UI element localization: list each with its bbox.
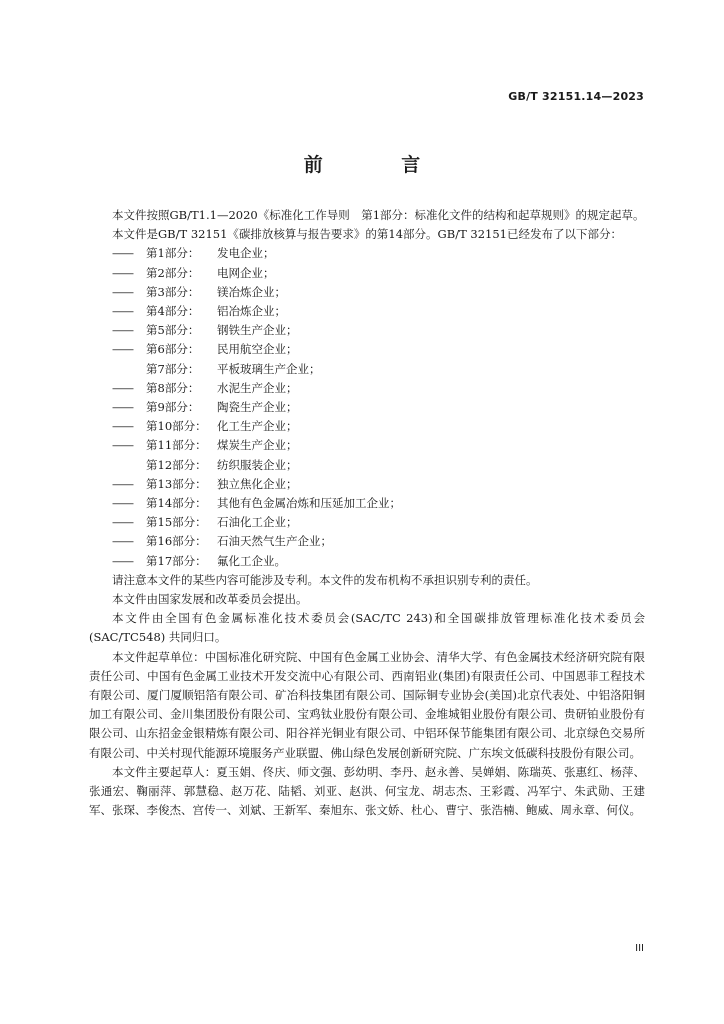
list-item-label: 第10部分： bbox=[146, 419, 207, 434]
list-item-text: 其他有色金属冶炼和压延加工企业； bbox=[217, 496, 401, 511]
list-item bbox=[89, 417, 645, 436]
list-dash: —— bbox=[112, 284, 133, 299]
paragraph: 本文件按照GB/T1.1—2020《标准化工作导则 第1部分：标准化文件的结构和起草规则》的规定起草。 bbox=[112, 208, 645, 222]
list-item-text: 氟化工企业。 bbox=[217, 553, 286, 568]
list-dash: —— bbox=[112, 246, 133, 261]
list-item bbox=[89, 494, 645, 513]
list-item-text: 化工生产企业； bbox=[217, 419, 298, 434]
list-item-label: 第6部分： bbox=[146, 342, 200, 357]
list-item bbox=[89, 244, 645, 263]
list-item bbox=[89, 532, 645, 551]
list-dash: —— bbox=[112, 515, 133, 530]
paragraph: 请注意本文件的某些内容可能涉及专利。本文件的发布机构不承担识别专利的责任。 bbox=[112, 572, 538, 587]
list-dash: —— bbox=[112, 534, 133, 549]
list-item-label: 第1部分： bbox=[146, 246, 200, 261]
list-item bbox=[89, 513, 645, 532]
paragraph: 本文件由国家发展和改革委员会提出。 bbox=[112, 592, 308, 607]
paragraph: 本文件是GB/T 32151《碳排放核算与报告要求》的第14部分。GB/T 32151已经发布了以下部分： bbox=[112, 227, 622, 242]
list-dash: —— bbox=[112, 304, 133, 319]
list-item-text: 发电企业； bbox=[217, 246, 275, 261]
list-item-label: 第3部分： bbox=[146, 284, 200, 299]
paragraph: 本文件由全国有色金属标准化技术委员会(SAC/TC 243)和全国碳排放管理标准化技术委员会(SAC/TC548) 共同归口。 bbox=[89, 611, 645, 645]
list-item-label: 第2部分： bbox=[146, 265, 200, 280]
list-item-text: 铝冶炼企业； bbox=[217, 304, 286, 319]
list-item-text: 水泥生产企业； bbox=[217, 380, 298, 395]
list-item-label: 第17部分： bbox=[146, 553, 207, 568]
list-item-label: 第14部分： bbox=[146, 496, 207, 511]
list-item-label: 第5部分： bbox=[146, 323, 200, 338]
page-title: 前 言 bbox=[303, 154, 457, 176]
list-item-label: 第9部分： bbox=[146, 400, 200, 415]
list-item bbox=[89, 283, 645, 302]
list-item bbox=[89, 552, 645, 571]
list-dash: —— bbox=[112, 380, 133, 395]
list-item-label: 第4部分： bbox=[146, 304, 200, 319]
list-item-text: 陶瓷生产企业； bbox=[217, 400, 298, 415]
list-item-text: 煤炭生产企业； bbox=[217, 438, 298, 453]
document-body bbox=[89, 206, 645, 821]
list-dash: —— bbox=[112, 342, 133, 357]
list-item bbox=[89, 398, 645, 417]
list-item bbox=[89, 360, 645, 379]
list-item bbox=[89, 321, 645, 340]
paragraph: 本文件起草单位：中国标准化研究院、中国有色金属工业协会、清华大学、有色金属技术经济研究院有限责任公司、中国有色金属工业技术开发交流中心有限公司、西南铝业(集团)有限责任公司、中国恩菲工程技术有限公司、厦门厦顺铝箔有限公司、矿冶科技集团有限公司、国际铜专业协会(美国)北京代表处、中铝洛阳铜加工有限公司、金川集团股份有限公司、宝鸡钛业股份有限公司、金堆城钼业股份有限公司、贵研铂业股份有限公司、山东招金金银精炼有限公司、阳谷祥光铜业有限公司、中铝环保节能集团有限公司、北京绿色交易所有限公司、中关村现代能源环境服务产业联盟、佛山绿色发展创新研究院、广东埃文低碳科技股份有限公司。 bbox=[89, 649, 645, 760]
list-item bbox=[89, 340, 645, 359]
parts-list bbox=[89, 244, 645, 570]
list-item-text: 石油化工企业； bbox=[217, 515, 298, 530]
list-dash: —— bbox=[112, 496, 133, 511]
list-dash: —— bbox=[112, 323, 133, 338]
list-item-text: 纺织服装企业； bbox=[217, 457, 298, 472]
list-item bbox=[89, 456, 645, 475]
list-item bbox=[89, 436, 645, 455]
page-number: III bbox=[635, 943, 644, 954]
list-dash: —— bbox=[112, 476, 133, 491]
list-item bbox=[89, 264, 645, 283]
list-item-label: 第15部分： bbox=[146, 515, 207, 530]
list-item bbox=[89, 379, 645, 398]
list-item bbox=[89, 475, 645, 494]
list-item-label: 第8部分： bbox=[146, 380, 200, 395]
list-item-text: 民用航空企业； bbox=[217, 342, 298, 357]
list-item-text: 石油天然气生产企业； bbox=[217, 534, 332, 549]
standard-number: GB/T 32151.14—2023 bbox=[508, 90, 644, 103]
list-item-label: 第12部分： bbox=[146, 457, 207, 472]
list-item-text: 电网企业； bbox=[217, 265, 275, 280]
list-item-label: 第7部分： bbox=[146, 361, 200, 376]
list-item bbox=[89, 302, 645, 321]
list-item-text: 镁冶炼企业； bbox=[217, 284, 286, 299]
list-item-text: 独立焦化企业； bbox=[217, 476, 298, 491]
list-item-label: 第16部分： bbox=[146, 534, 207, 549]
list-dash: —— bbox=[112, 553, 133, 568]
paragraph: 本文件主要起草人：夏玉娟、佟庆、师文强、彭幼明、李丹、赵永善、吴婵娟、陈瑞英、张惠红、杨萍、张通宏、鞠丽萍、郭慧稳、赵万花、陆韬、刘亚、赵洪、何宝龙、胡志杰、王彩霞、冯军宁、朱武勋、王建军、张琛、李俊杰、宫传一、刘斌、王新军、秦旭东、张文娇、杜心、曹宁、张浩楠、鲍威、周永章、何仪。 bbox=[89, 764, 645, 818]
list-item-label: 第13部分： bbox=[146, 476, 207, 491]
list-item-text: 钢铁生产企业； bbox=[217, 323, 298, 338]
list-dash: —— bbox=[112, 265, 133, 280]
list-dash: —— bbox=[112, 400, 133, 415]
list-dash: —— bbox=[112, 438, 133, 453]
list-item-label: 第11部分： bbox=[146, 438, 207, 453]
list-item-text: 平板玻璃生产企业； bbox=[217, 361, 321, 376]
list-dash: —— bbox=[112, 419, 133, 434]
